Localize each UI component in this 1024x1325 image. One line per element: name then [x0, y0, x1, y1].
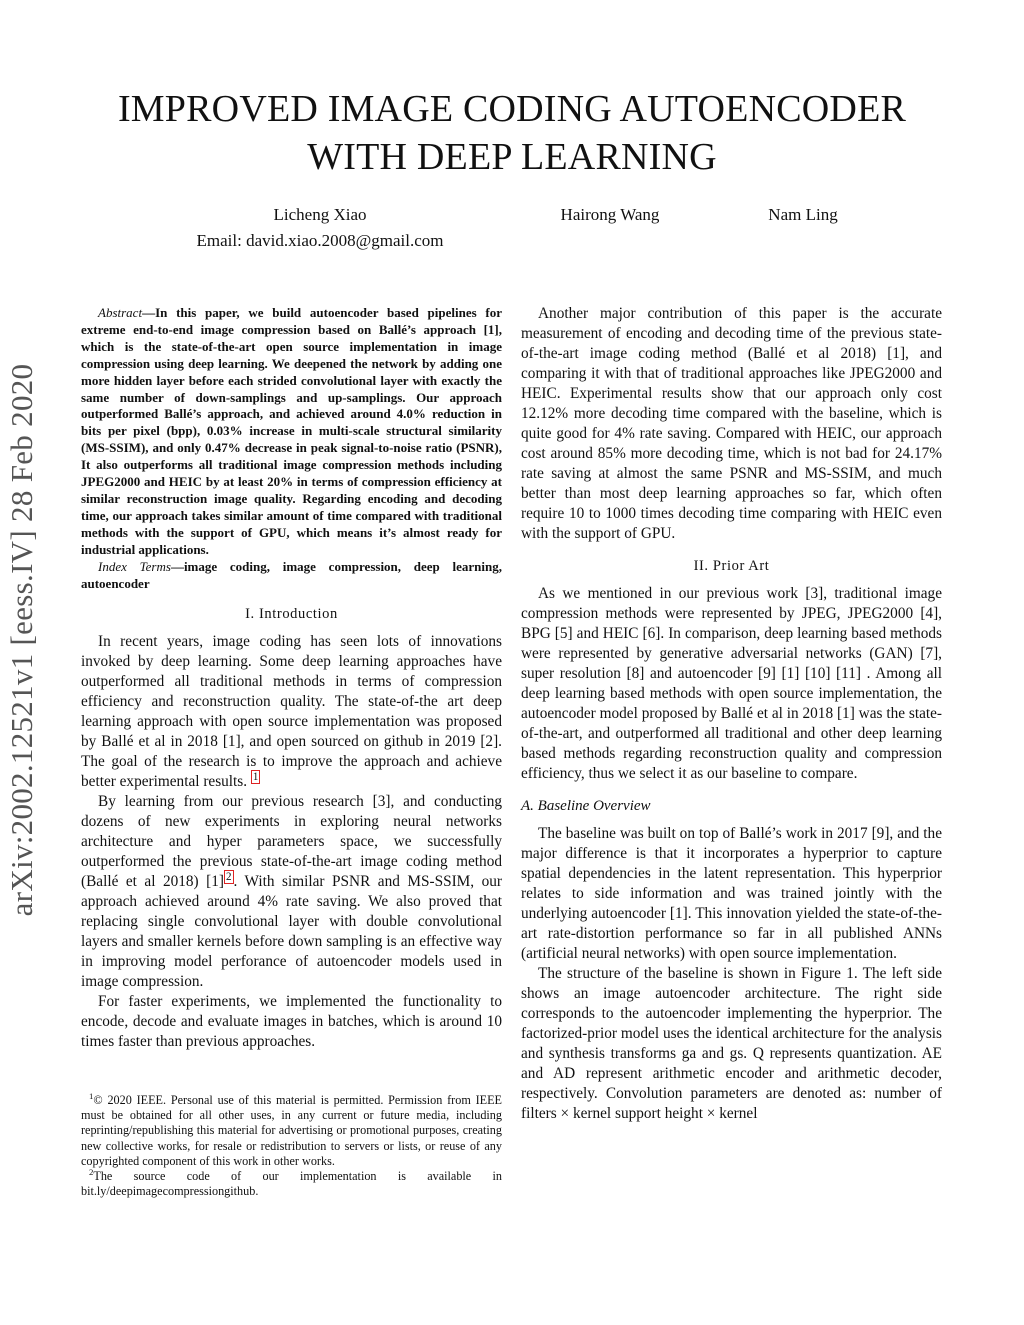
abstract-text: —In this paper, we build autoencoder based pipelines for extreme end-to-end image compression based on Ballé’s approach [1], which is the state-of-the-art open source implementation in image compression using deep learning. We deepened the network by adding one more hidden layer before each strided convolutional layer with exactly the same number of down-samplings and up-samplings. Our approach outperformed Ballé’s approach, and achieved around 4.0% reduction in bits per pixel (bpp), 0.03% increase in multi-scale structural similarity (MS-SSIM), and only 0.47% decrease in peak signal-to-noise ratio (PSNR), It also outperforms all traditional image compression methods including JPEG2000 and HEIC by at least 20% in terms of compression efficiency at similar reconstruction image quality. Regarding encoding and decoding time, our approach takes similar amount of time compared with traditional methods with the support of GPU, which means it’s almost ready for industrial applications.	[81, 305, 502, 557]
paper-title	[60, 86, 964, 181]
footnote-2-text: The source code of our implementation is available in bit.ly/deepimagecompressiongithub.	[81, 1169, 502, 1199]
baseline-paragraph-2: The structure of the baseline is shown in Figure 1. The left side shows an image autoencoder architecture. The right side corresponds to the autoencoder implementing the hyperprior. The factorized-prior model uses the identical architecture for the analysis and synthesis transforms ga and gs. Q represents quantization. AE and AD represent arithmetic encoder and arithmetic decoder, respectively. Convolution parameters are denoted as: number of filters × kernel support height × kernel	[521, 965, 942, 1122]
footnote-1	[81, 1090, 502, 1169]
author-name: Licheng Xiao	[273, 205, 367, 224]
abstract-label: Abstract	[98, 305, 143, 320]
arxiv-stamp-text: arXiv:2002.12521v1 [eess.IV] 28 Feb 2020	[4, 363, 39, 917]
right-column	[521, 304, 942, 1124]
author-ling: Nam Ling	[768, 205, 838, 224]
left-column	[81, 305, 502, 1052]
baseline-paragraph-1: The baseline was built on top of Ballé’s work in 2017 [9], and the major difference is that it incorporates a hyperprior to capture spatial dependencies in the latent representation. This hyperprior relates to side information and was trained jointly with the underlying autoencoder [1]. This innovation yielded the state-of-the-art rate-distortion performance so far in all published ANNs (artificial neural networks) with open source implementation.	[521, 825, 942, 962]
footnote-2-mark: 2	[89, 1166, 94, 1177]
author-wang: Hairong Wang	[560, 205, 660, 224]
author-xiao	[220, 202, 420, 228]
intro-p2-text: By learning from our previous research [3], and conducting dozens of new experiments in exploring neural networks architecture and hyper parameters space, we successfully outperformed the previous state-of-the-art image coding method (Ballé et al 2018) [1]	[81, 793, 502, 891]
intro-p1-text: In recent years, image coding has seen lots of innovations invoked by deep learning. Some deep learning approaches have outperformed all traditional methods in terms of compression efficiency and reconstruction quality. The state-of-the art deep learning approach with open source implementation was proposed by Ballé et al in 2018 [1], and open sourced on github in 2019 [2]. The goal of the research is to improve the approach and achieve better experimental results.	[81, 633, 502, 791]
index-terms-label: Index Terms	[98, 558, 171, 574]
abstract	[81, 305, 502, 559]
section-prior-art-heading: II. Prior Art	[693, 558, 770, 574]
intro-p2-rest: . With similar PSNR and MS-SSIM, our approach achieved around 4% rate saving. We also proved that replacing single convolutional layer with double convolutional layers and smaller kernels before down sampling is an effective way in improving model perforance of autoencoder models used in image compression.	[81, 873, 502, 991]
prior-art-paragraph: As we mentioned in our previous work [3], traditional image compression methods were represented by JPEG, JPEG2000 [4], BPG [5] and HEIC [6]. In comparison, deep learning based methods were represented by generative adversarial networks (GAN) [7], super resolution [8] and autoencoder [9] [1] [10] [11] . Among all deep learning based methods with open source implementation, the autoencoder model proposed by Ballé et al in 2018 [1] was the state-of-the-art, and outperformed all traditional and other deep learning based methods regarding reconstruction quality and compression efficiency, thus we select it as our baseline to compare.	[521, 585, 942, 782]
index-terms-text: —image coding, image compression, deep learning, autoencoder	[81, 558, 502, 591]
baseline-overview-heading: A. Baseline Overview	[521, 798, 651, 814]
intro-paragraph-1	[81, 632, 502, 792]
author-email: Email: david.xiao.2008@gmail.com	[196, 231, 444, 250]
intro-paragraph-2	[81, 792, 502, 992]
footnotes	[81, 1090, 502, 1199]
title-line-2: WITH DEEP LEARNING	[307, 135, 717, 178]
footnote-2-link[interactable]: 2	[226, 871, 232, 884]
title-line-1: IMPROVED IMAGE CODING AUTOENCODER	[117, 88, 907, 130]
footnote-1-mark: 1	[89, 1090, 94, 1101]
contribution-paragraph: Another major contribution of this paper is the accurate measurement of encoding and decoding time of the previous state-of-the-art image coding method (Ballé et al 2018) [1], and comparing it with that of traditional approaches like JPEG2000 and HEIC. Experimental results show that our approach only cost 12.12% more decoding time compared with the baseline, which is quite good for 4% rate saving. Compared with HEIC, our approach cost around 85% more decoding time, which is not bad for 24.17% rate saving at almost the same PSNR and MS-SSIM, and much better than most deep learning approaches so far, which often require 10 to 1000 times decoding time comparing with HEIC even with the support of GPU.	[521, 305, 942, 542]
footnote-1-link[interactable]: 1	[252, 771, 259, 784]
index-terms	[81, 559, 502, 593]
section-introduction-heading: I. Introduction	[245, 606, 338, 623]
footnote-1-text: © 2020 IEEE. Personal use of this material is permitted. Permission from IEEE must be obtained for all other uses, in any current or future media, including reprinting/republishing this material for advertising or promotional purposes, creating new collective works, for resale or redistribution to servers or lists, or reuse of any copyrighted component of this work in other works.	[81, 1093, 502, 1168]
intro-paragraph-3: For faster experiments, we implemented the functionality to encode, decode and evaluate images in batches, which is around 10 times faster than previous approaches.	[81, 993, 502, 1051]
footnote-2	[81, 1166, 502, 1199]
